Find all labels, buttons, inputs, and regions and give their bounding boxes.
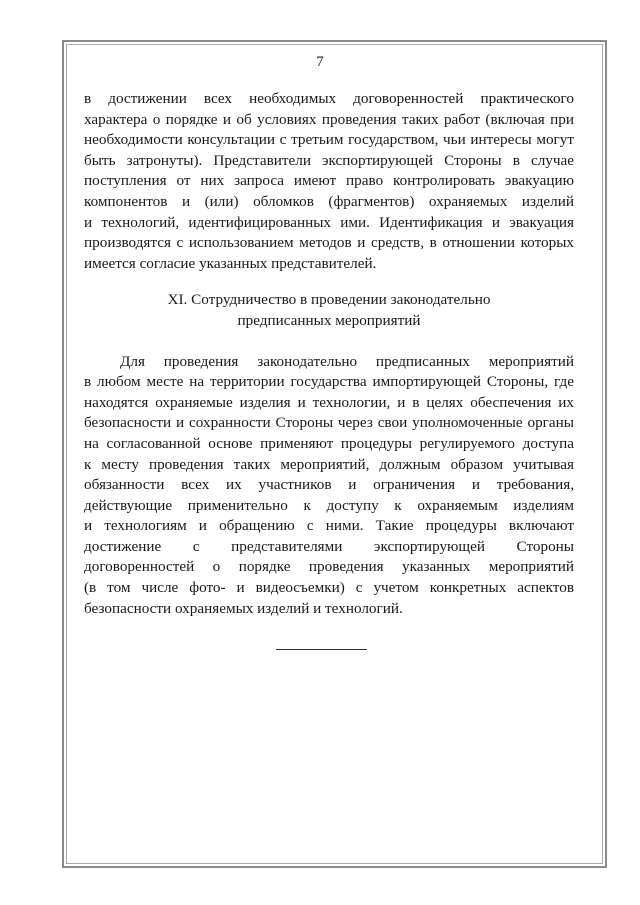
end-of-text-rule [276, 649, 367, 650]
text-line: достижение с представителями экспортирующей Стороны [84, 537, 574, 555]
text-line: и технологиям и обращению с ними. Такие процедуры включают [84, 517, 574, 535]
text-line: быть затронуты). Представители экспортирующей Стороны в случае [84, 151, 574, 169]
paragraph-section-xi [84, 352, 574, 620]
text-line: безопасности и сохранности Стороны через свои уполномоченные органы [84, 414, 574, 432]
text-line: к месту проведения таких мероприятий, должным образом учитывая [84, 455, 574, 473]
text-line: действующие применительно к доступу к охраняемым изделиям [84, 496, 574, 514]
text-line: и технологий, идентифицированных ими. Идентификация и эвакуация [84, 213, 574, 231]
text-line: безопасности охраняемых изделий и технологий. [84, 599, 403, 617]
page-number: 7 [316, 54, 324, 70]
text-line: компонентов и (или) обломков (фрагментов) охраняемых изделий [84, 192, 574, 210]
text-line: находятся охраняемые изделия и технологии, и в целях обеспечения их [84, 393, 574, 411]
text-line: на согласованной основе применяют процедуры регулируемого доступа [84, 434, 574, 452]
text-line: (в том числе фото- и видеосъемки) с учетом конкретных аспектов [84, 579, 574, 597]
text-line: производятся с использованием методов и средств, в отношении которых [84, 234, 574, 252]
text-line: обязанности всех их участников и ограничения и требования, [84, 476, 574, 494]
text-line: характера о порядке и об условиях проведения таких работ (включая при [84, 110, 574, 128]
text-line: в достижении всех необходимых договоренностей практического [84, 90, 574, 107]
text-line: поступления от них запроса имеют право контролировать эвакуацию [84, 172, 574, 190]
text-line: необходимости консультации с третьим государством, чьи интересы могут [84, 131, 574, 149]
section-heading-line: XI. Сотрудничество в проведении законодательно [167, 291, 491, 309]
document-body [84, 89, 574, 619]
text-line: договоренностей о порядке проведения указанных мероприятий [84, 558, 574, 576]
section-heading-line: предписанных мероприятий [237, 311, 421, 329]
text-line: Для проведения законодательно предписанных мероприятий [120, 352, 574, 370]
paragraph-continuation [84, 89, 574, 274]
text-line: имеется согласие указанных представителей. [84, 254, 377, 272]
text-line: в любом месте на территории государства импортирующей Стороны, где [84, 373, 574, 391]
section-heading [84, 290, 574, 331]
